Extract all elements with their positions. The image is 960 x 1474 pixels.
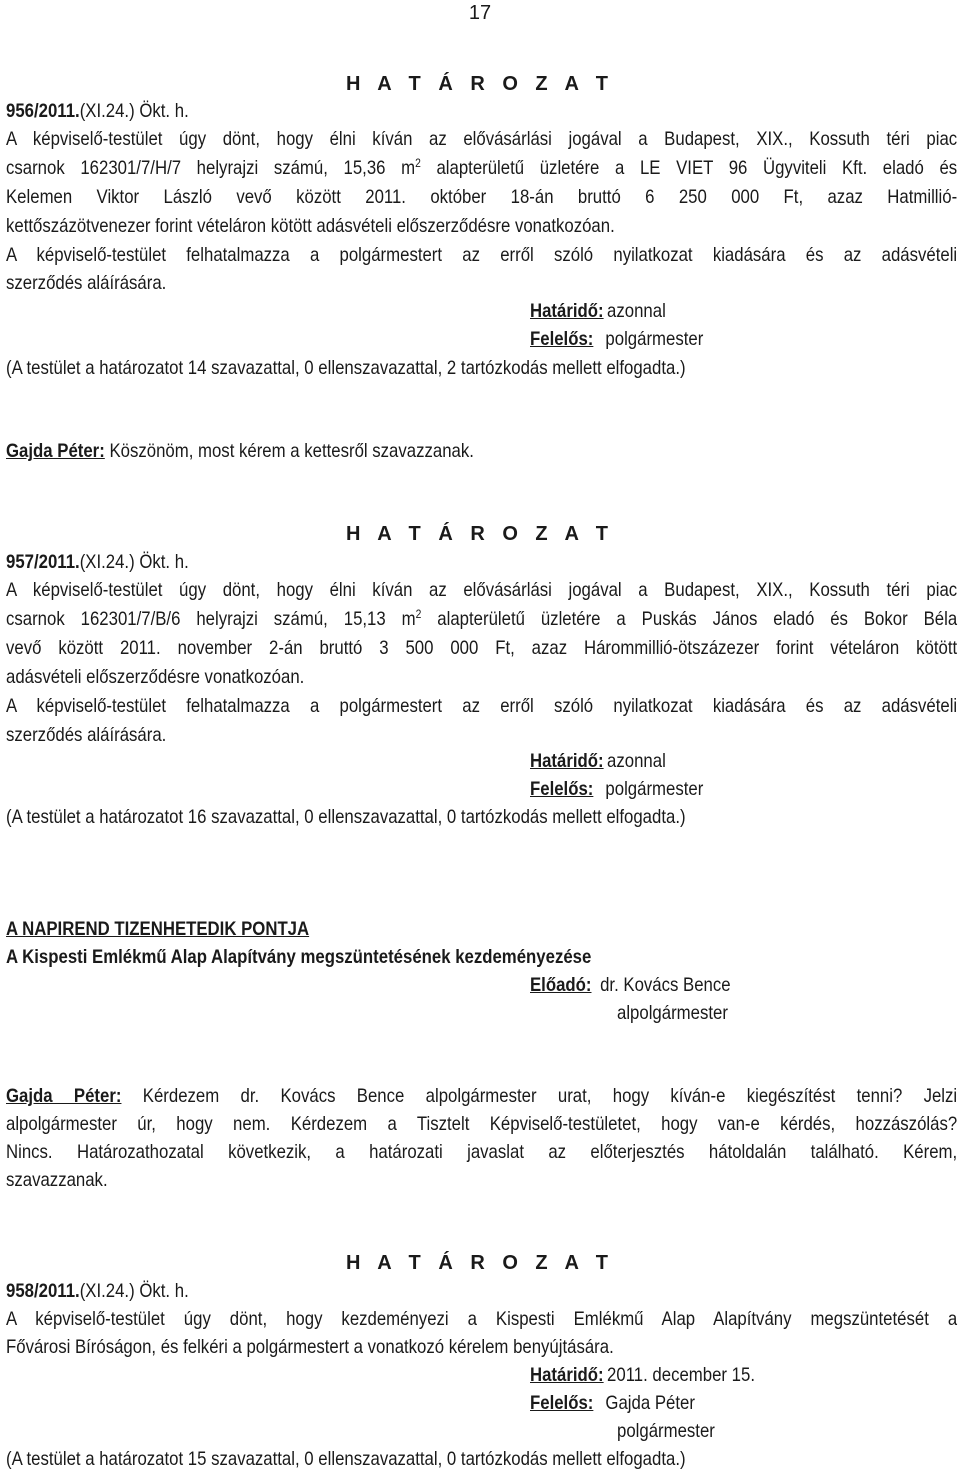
agenda-title: A NAPIREND TIZENHETEDIK PONTJA	[6, 918, 310, 940]
speech-paragraph-line: Gajda Péter: Kérdezem dr. Kovács Bence alpolgármester urat, hogy kíván-e kiegészítést tenni? Jelzi	[6, 1085, 958, 1107]
speaker-name: Gajda Péter:	[6, 440, 105, 462]
resolution-body-line: adásvételi előszerződésre vonatkozóan.	[6, 666, 305, 688]
resolution-body-line: csarnok 162301/7/B/6 helyrajzi számú, 15,13 $m^2$ alapterületű üzletére a Puskás János eladó és Bokor Béla	[6, 607, 958, 630]
resolution-body-line: szerződés aláírására.	[6, 724, 167, 746]
resolution-number: 957/2011.(XI.24.) Ökt. h.	[6, 551, 189, 573]
resolution-body-line: csarnok 162301/7/H/7 helyrajzi számú, 15,36 $m^2$ alapterületű üzletére a LE VIET 96 Ügyviteli Kft. eladó és	[6, 156, 958, 179]
page-number: 17	[468, 2, 492, 24]
responsible-line: Felelős: Gajda Péter	[530, 1392, 695, 1414]
resolution-body-line: Kelemen Viktor László vevő között 2011. október 18-án bruttó 6 250 000 Ft, azaz Hatmillió-	[6, 186, 958, 208]
resolution-body-line: szerződés aláírására.	[6, 272, 167, 294]
deadline-line: Határidő: 2011. december 15.	[530, 1364, 755, 1386]
resolution-body-line: vevő között 2011. november 2-án bruttó 3 500 000 Ft, azaz Hárommillió-ötszázezer forint vételáron kötött	[6, 637, 958, 659]
vote-result: (A testület a határozatot 16 szavazattal, 0 ellenszavazattal, 0 tartózkodás mellett elfogadta.)	[6, 806, 686, 828]
speech-paragraph-line: Nincs. Határozathozatal következik, a határozati javaslat az előterjesztés hátoldalán található. Kérem,	[6, 1141, 958, 1163]
resolution-body-line: Fővárosi Bíróságon, és felkéri a polgármestert a vonatkozó kérelem benyújtására.	[6, 1336, 614, 1358]
speech-paragraph-line: szavazzanak.	[6, 1169, 108, 1191]
resolution-body-line: A képviselő-testület úgy dönt, hogy élni kíván az elővásárlási jogával a Budapest, XIX., Kossuth téri piac	[6, 128, 958, 150]
deadline-line: Határidő: azonnal	[530, 300, 666, 322]
resolution-body-line: A képviselő-testület úgy dönt, hogy kezdeményezi a Kispesti Emlékmű Alap Alapítvány megszüntetését a	[6, 1308, 958, 1330]
speech-paragraph: Gajda Péter: Köszönöm, most kérem a kettesről szavazzanak.	[6, 440, 474, 462]
resolution-heading: H A T Á R O Z A T	[346, 523, 614, 545]
resolution-body-line: A képviselő-testület úgy dönt, hogy élni kíván az elővásárlási jogával a Budapest, XIX., Kossuth téri piac	[6, 579, 958, 601]
resolution-body-line: A képviselő-testület felhatalmazza a polgármestert az erről szóló nyilatkozat kiadására és az adásvételi	[6, 695, 958, 717]
responsible-line: Felelős: polgármester	[530, 328, 704, 350]
presenter-line: Előadó: dr. Kovács Bence	[530, 974, 731, 996]
resolution-heading: H A T Á R O Z A T	[346, 1252, 614, 1274]
vote-result: (A testület a határozatot 15 szavazattal, 0 ellenszavazattal, 0 tartózkodás mellett elfogadta.)	[6, 1448, 686, 1470]
speech-paragraph-line: alpolgármester úr, hogy nem. Kérdezem a Tisztelt Képviselő-testületet, hogy van-e kérdés, hozzászólás?	[6, 1113, 958, 1135]
deadline-line: Határidő: azonnal	[530, 750, 666, 772]
resolution-heading: H A T Á R O Z A T	[346, 73, 614, 95]
speaker-name: Gajda Péter:	[6, 1085, 122, 1107]
resolution-number: 956/2011.(XI.24.) Ökt. h.	[6, 100, 189, 122]
resolution-number: 958/2011.(XI.24.) Ökt. h.	[6, 1280, 189, 1302]
resolution-body-line: A képviselő-testület felhatalmazza a polgármestert az erről szóló nyilatkozat kiadására és az adásvételi	[6, 244, 958, 266]
presenter-role: alpolgármester	[617, 1002, 728, 1024]
agenda-subject: A Kispesti Emlékmű Alap Alapítvány megszüntetésének kezdeményezése	[6, 946, 592, 968]
responsible-role: polgármester	[617, 1420, 715, 1442]
responsible-line: Felelős: polgármester	[530, 778, 704, 800]
vote-result: (A testület a határozatot 14 szavazattal, 0 ellenszavazattal, 2 tartózkodás mellett elfogadta.)	[6, 357, 686, 379]
resolution-body-line: kettőszázötvenezer forint vételáron kötött adásvételi előszerződésre vonatkozóan.	[6, 215, 615, 237]
